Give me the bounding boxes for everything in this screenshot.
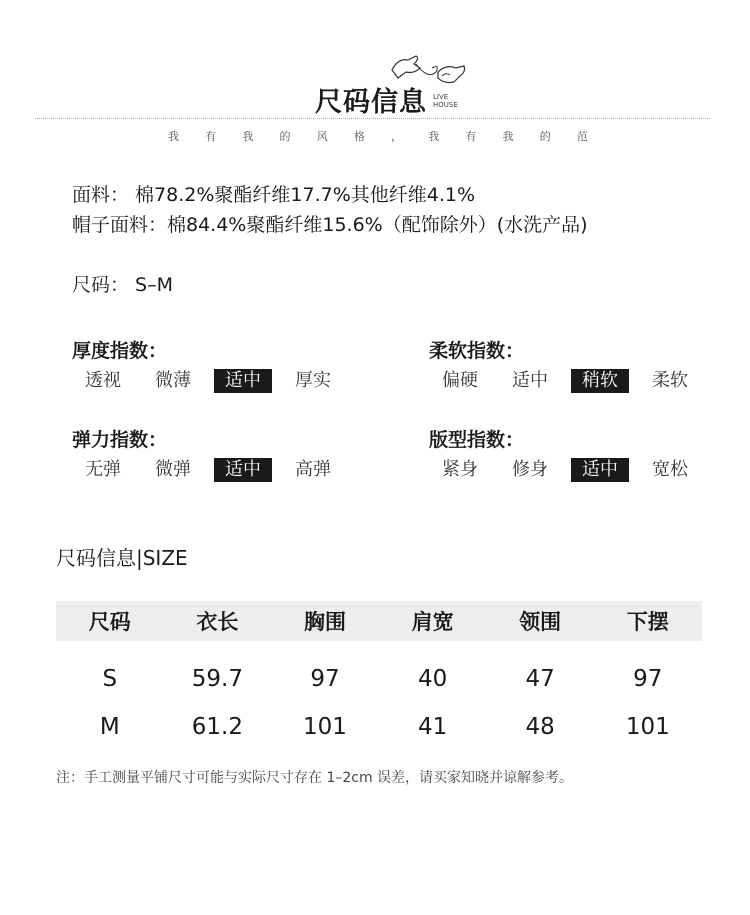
index-title: 厚度指数： [72, 340, 168, 362]
header [0, 0, 750, 150]
index-option: 透视 [85, 370, 121, 391]
index-title: 弹力指数： [72, 429, 168, 451]
index-title: 柔软指数： [429, 340, 525, 362]
index-option-selected: 适中 [214, 369, 272, 393]
index-options [74, 458, 372, 482]
header-cell: 胸围 [303, 610, 346, 634]
index-title: 版型指数： [429, 429, 525, 451]
header-cell: 尺码 [88, 610, 131, 634]
softness-index [429, 336, 729, 393]
table-cell: M [99, 714, 120, 740]
index-option: 紧身 [442, 459, 478, 480]
tagline: 我 有 我 的 风 格 ， 我 有 我 的 范 [168, 130, 588, 143]
brand-mark: LIVE HOUSE [433, 93, 458, 109]
measurement-note: 注：手工测量平铺尺寸可能与实际尺寸存在 1–2cm 误差，请买家知晓并谅解参考。 [56, 770, 574, 786]
table-cell: 59.7 [191, 666, 243, 692]
index-option: 无弹 [85, 459, 121, 480]
header-cell: 衣长 [196, 610, 239, 634]
index-options [431, 369, 729, 393]
table-header [56, 601, 702, 641]
index-options [74, 369, 372, 393]
table-cell: 97 [310, 666, 340, 692]
fabric-composition: 面料： 棉78.2%聚酯纤维17.7%其他纤维4.1% [72, 184, 476, 206]
index-option: 宽松 [652, 459, 688, 480]
index-option: 偏硬 [442, 370, 478, 391]
header-cell: 领围 [519, 610, 562, 634]
table-cell: 40 [417, 666, 448, 692]
table-cell: 47 [525, 666, 555, 692]
page-title: 尺码信息 [315, 87, 427, 118]
header-cell: 下摆 [626, 610, 669, 634]
index-option: 修身 [512, 459, 548, 480]
divider [35, 118, 710, 119]
index-options [431, 458, 729, 482]
table-cell: 97 [633, 666, 663, 692]
size-table [56, 601, 702, 751]
table-row [56, 703, 702, 751]
index-option: 适中 [512, 370, 548, 391]
index-option-selected: 适中 [571, 458, 629, 482]
table-cell: 48 [525, 714, 555, 740]
table-cell: S [102, 666, 118, 692]
hood-fabric-composition: 帽子面料：棉84.4%聚酯纤维15.6%（配饰除外）(水洗产品) [72, 214, 588, 236]
table-cell: 61.2 [191, 714, 243, 740]
index-option: 微弹 [155, 459, 191, 480]
header-cell: 肩宽 [411, 610, 454, 634]
thickness-index [72, 336, 372, 393]
table-cell: 101 [625, 714, 670, 740]
index-option: 厚实 [295, 370, 331, 391]
index-option: 微薄 [155, 370, 191, 391]
index-option-selected: 稍软 [571, 369, 629, 393]
table-cell: 101 [303, 714, 347, 740]
index-option: 高弹 [295, 459, 331, 480]
size-section-heading: 尺码信息|SIZE [56, 546, 188, 570]
size-range: 尺码： S–M [72, 274, 173, 296]
elasticity-index [72, 425, 372, 482]
fit-index [429, 425, 729, 482]
index-option-selected: 适中 [214, 458, 272, 482]
table-row [56, 655, 702, 703]
table-cell: 41 [417, 714, 448, 740]
index-option: 柔软 [652, 370, 688, 391]
